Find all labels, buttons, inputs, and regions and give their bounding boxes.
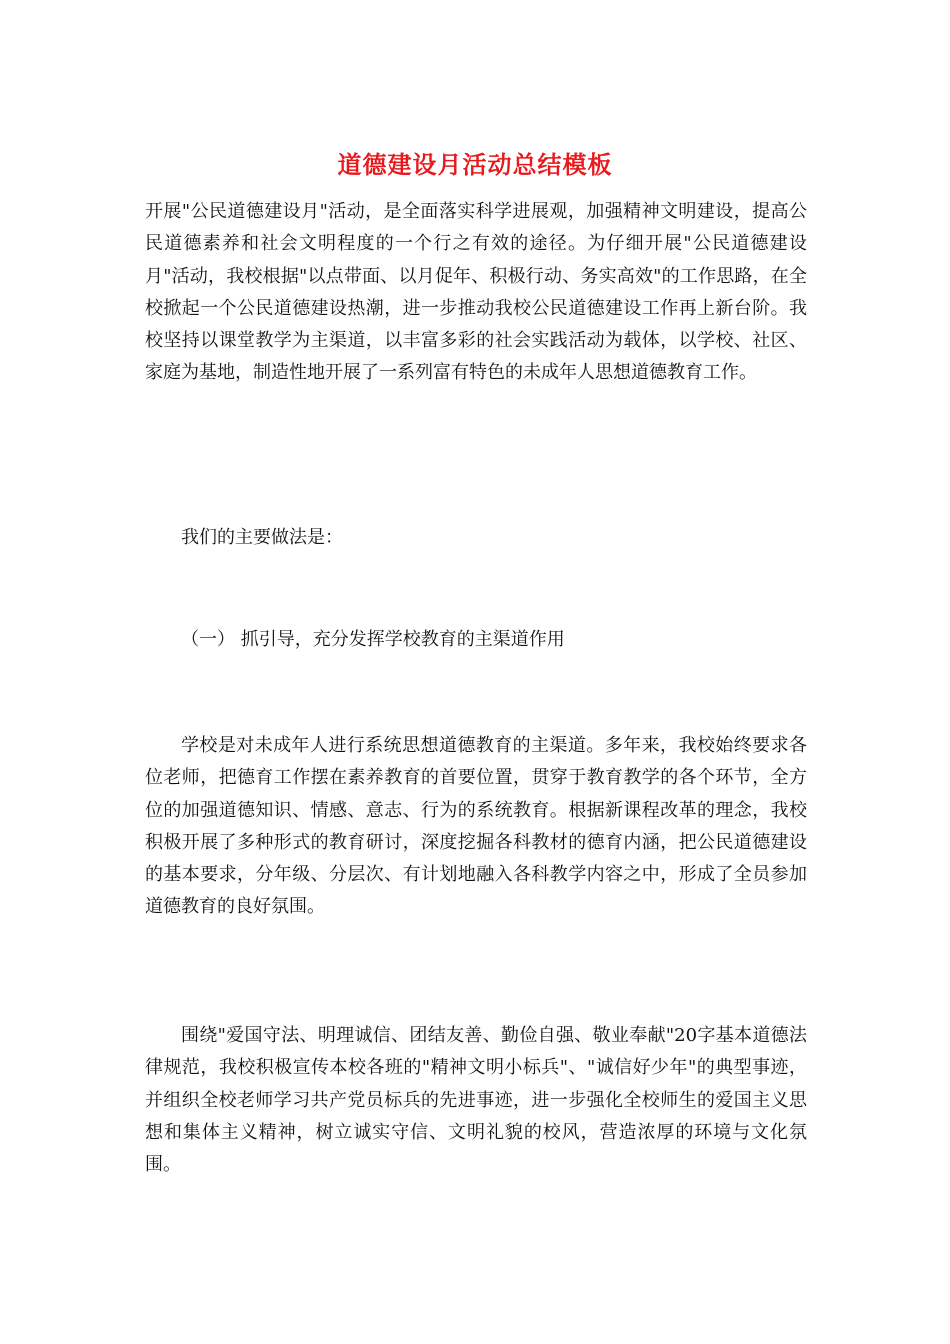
intro-paragraph: 开展"公民道德建设月"活动，是全面落实科学进展观，加强精神文明建设，提高公民道德素养和社会文明程度的一个行之有效的途径。为仔细开展"公民道德建设月"活动，我校根据"以点带面、以月促年、积极行动、务实高效"的工作思路，在全校掀起一个公民道德建设热潮，进一步推动我校公民道德建设工作再上新台阶。我校坚持以课堂教学为主渠道，以丰富多彩的社会实践活动为载体，以学校、社区、家庭为基地，制造性地开展了一系列富有特色的未成年人思想道德教育工作。	[145, 201, 807, 384]
main-practices-heading: 我们的主要做法是：	[181, 527, 343, 548]
body-paragraph-moral-norms: 围绕"爱国守法、明理诚信、团结友善、勤俭自强、敬业奉献"20字基本道德法律规范，我校积极宣传本校各班的"精神文明小标兵"、"诚信好少年"的典型事迹，并组织全校老师学习共产党员标兵的先进事迹，进一步强化全校师生的爱国主义思想和集体主义精神，树立诚实守信、文明礼貌的校风，营造浓厚的环境与文化氛围。	[145, 1025, 807, 1176]
body-paragraph-school-education: 学校是对未成年人进行系统思想道德教育的主渠道。多年来，我校始终要求各位老师，把德育工作摆在素养教育的首要位置，贯穿于教育教学的各个环节，全方位的加强道德知识、情感、意志、行为的系统教育。根据新课程改革的理念，我校积极开展了多种形式的教育研讨，深度挖掘各科教材的德育内涵，把公民道德建设的基本要求，分年级、分层次、有计划地融入各科教学内容之中，形成了全员参加道德教育的良好氛围。	[145, 735, 807, 918]
section-heading-1: （一） 抓引导，充分发挥学校教育的主渠道作用	[181, 629, 565, 650]
document-title: 道德建设月活动总结模板	[337, 150, 613, 179]
